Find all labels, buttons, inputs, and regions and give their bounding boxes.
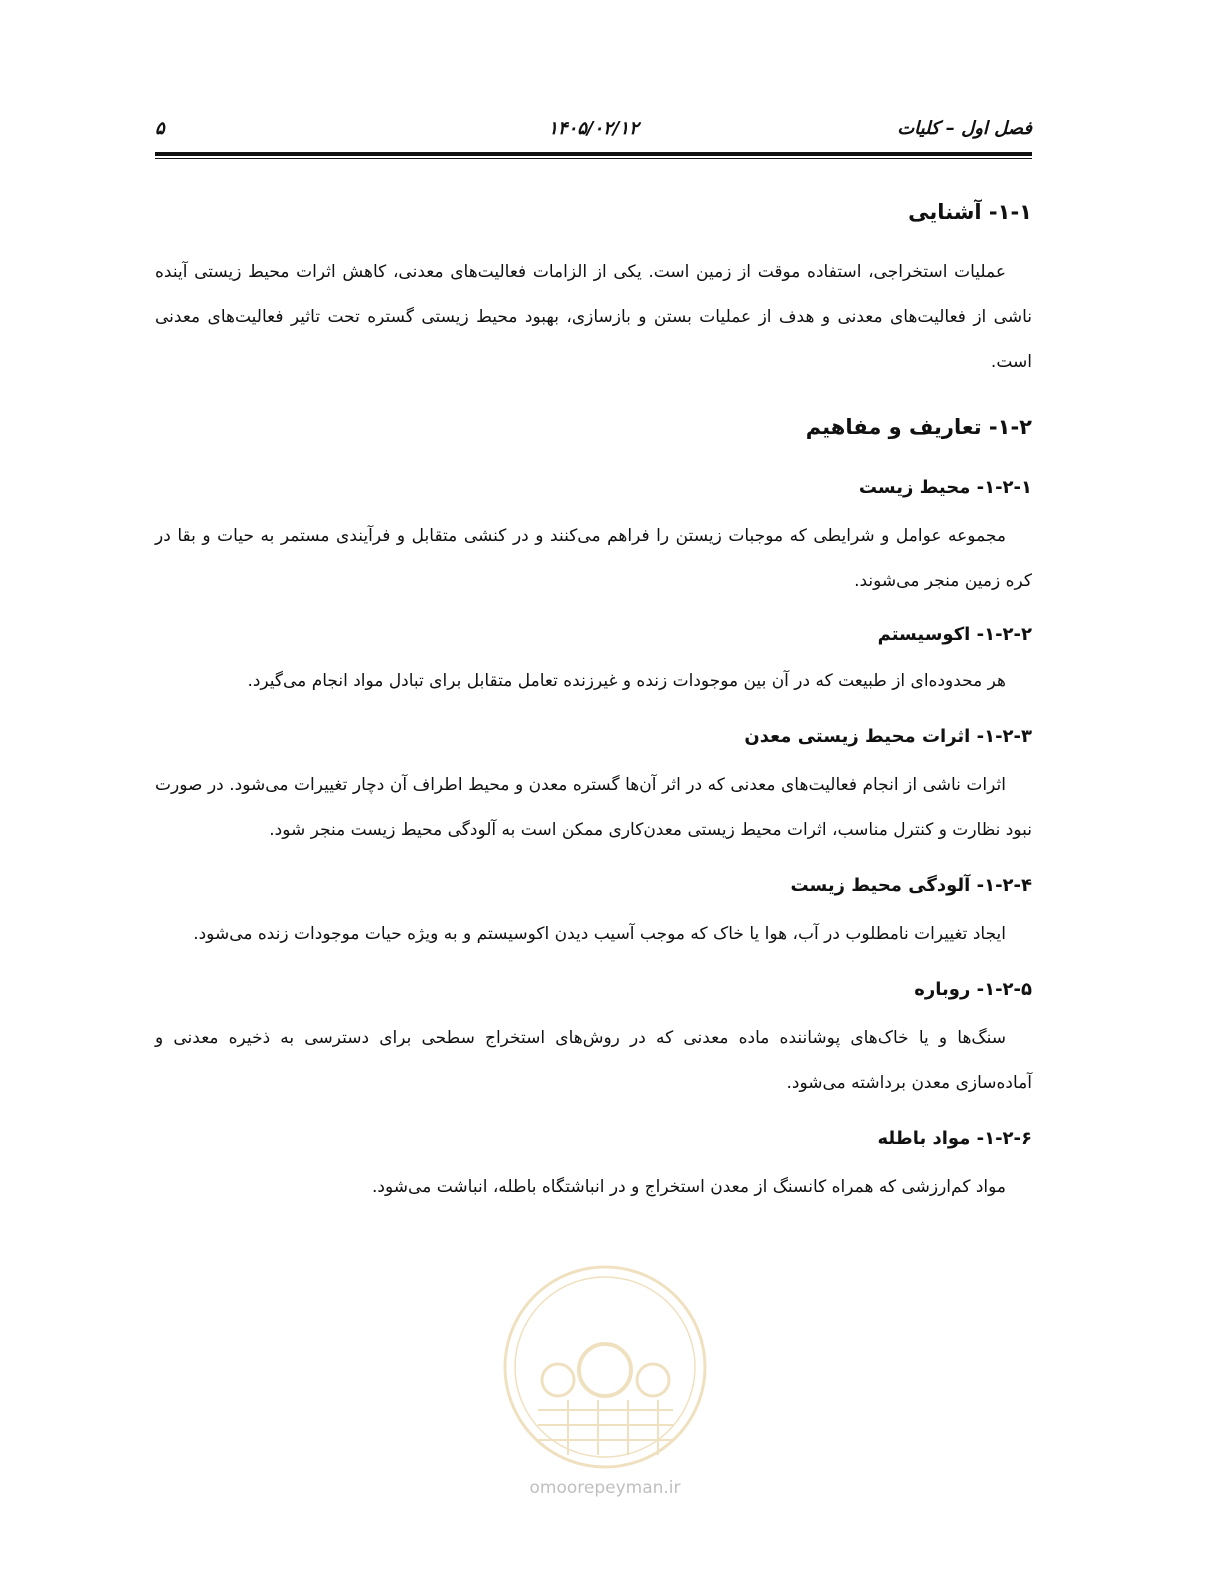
subsection-heading-environment: ۱-۲-۱- محیط زیست bbox=[858, 477, 1032, 498]
subsection-heading-waste: ۱-۲-۶- مواد باطله bbox=[877, 1128, 1032, 1149]
section-heading-definitions: ۱-۲- تعاریف و مفاهیم bbox=[805, 415, 1032, 439]
subsection-paragraph-pollution: ایجاد تغییرات نامطلوب در آب، هوا یا خاک که موجب آسیب دیدن اکوسیستم و به ویژه حیات موجودات زنده می‌شود. bbox=[193, 924, 1006, 944]
section-heading-introduction: ۱-۱- آشنایی bbox=[908, 200, 1032, 224]
subsection-paragraph-ecosystem: هر محدوده‌ای از طبیعت که در آن بین موجودات زنده و غیرزنده تعامل متقابل برای تبادل مواد انجام می‌گیرد. bbox=[247, 671, 1006, 691]
watermark-logo bbox=[498, 1260, 713, 1475]
subsection-heading-mine-impacts: ۱-۲-۳- اثرات محیط زیستی معدن bbox=[744, 726, 1032, 747]
header-date: ۱۴۰۵/۰۲/۱۲ bbox=[548, 118, 639, 139]
subsection-paragraph-mine-impacts: اثرات ناشی از انجام فعالیت‌های معدنی که در اثر آن‌ها گستره معدن و محیط اطراف آن دچار تغییرات می‌شود. در صورت نبود نظارت و کنترل مناسب، اثرات محیط زیستی معدن‌کاری ممکن است به آلودگی محیط زیست منجر شود. bbox=[155, 775, 1032, 840]
subsection-heading-overburden: ۱-۲-۵- روباره bbox=[914, 979, 1032, 1000]
header-rule-thin bbox=[155, 158, 1032, 159]
subsection-heading-pollution: ۱-۲-۴- آلودگی محیط زیست bbox=[790, 875, 1032, 896]
subsection-paragraph-environment: مجموعه عوامل و شرایطی که موجبات زیستن را فراهم می‌کنند و در کنشی متقابل و فرآیندی مستمر به حیات و بقا در کره زمین منجر می‌شوند. bbox=[155, 526, 1032, 591]
page-number: ۵ bbox=[155, 118, 165, 139]
subsection-paragraph-waste: مواد کم‌ارزشی که همراه کانسنگ از معدن استخراج و در انباشتگاه باطله، انباشت می‌شود. bbox=[372, 1177, 1006, 1197]
document-body bbox=[155, 200, 1032, 1210]
page-header bbox=[155, 118, 1032, 146]
chapter-title: فصل اول – کلیات bbox=[897, 118, 1032, 139]
subsection-heading-ecosystem: ۱-۲-۲- اکوسیستم bbox=[877, 624, 1032, 645]
watermark-site: omoorepeyman.ir bbox=[529, 1478, 681, 1498]
section-paragraph-introduction: عملیات استخراجی، استفاده موقت از زمین است. یکی از الزامات فعالیت‌های معدنی، کاهش اثرات محیط زیستی آینده ناشی از فعالیت‌های معدنی و هدف از عملیات بستن و بازسازی، بهبود محیط زیستی گستره تحت تاثیر فعالیت‌های معدنی است. bbox=[155, 262, 1032, 372]
header-rule-thick bbox=[155, 152, 1032, 156]
subsection-paragraph-overburden: سنگ‌ها و یا خاک‌های پوشاننده ماده معدنی که در روش‌های استخراج سطحی برای دسترسی به ذخیره معدنی و آماده‌سازی معدن برداشته می‌شود. bbox=[155, 1028, 1032, 1093]
